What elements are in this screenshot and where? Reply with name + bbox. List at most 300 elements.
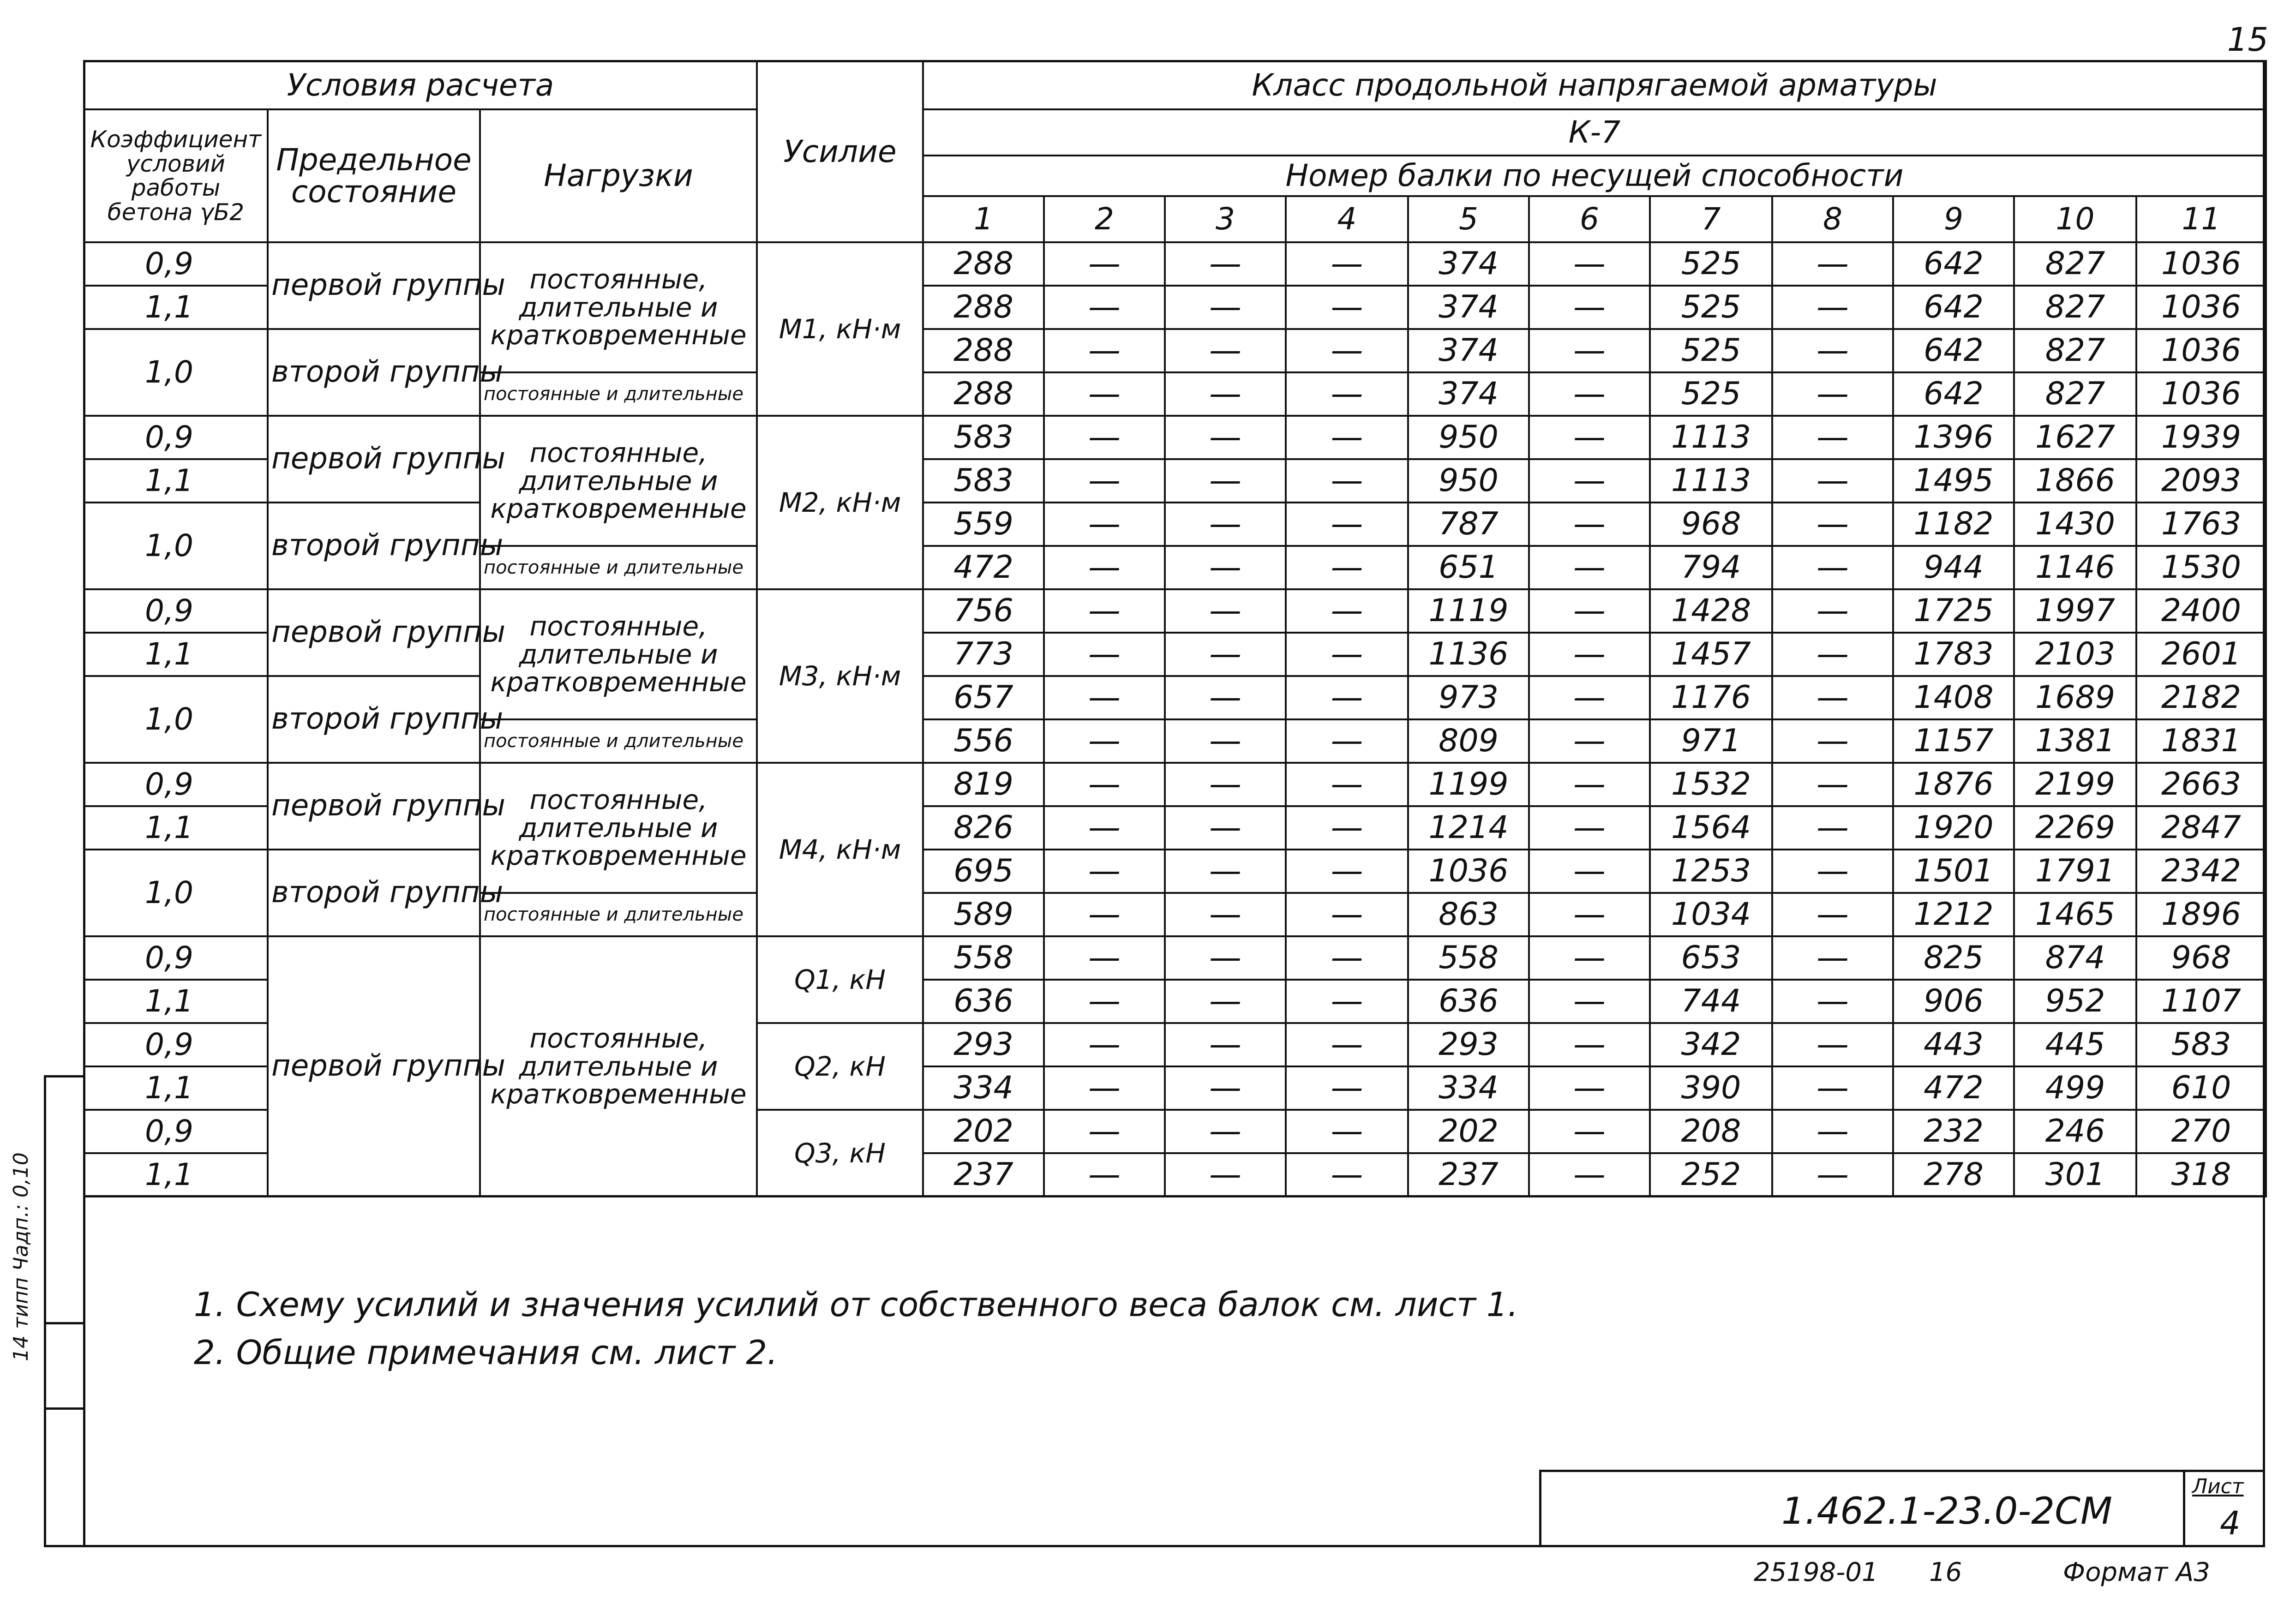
value-cell: — (1772, 763, 1893, 806)
value-cell: 636 (923, 980, 1044, 1023)
value-cell: — (1772, 416, 1893, 459)
col-header: 8 (1772, 196, 1893, 242)
drawing-code: 1.462.1-23.0-2СМ (1781, 1490, 2112, 1532)
value-cell: — (1044, 459, 1165, 503)
value-cell: — (1772, 893, 1893, 936)
value-cell: 1896 (2136, 893, 2266, 936)
value-cell: — (1044, 1066, 1165, 1110)
value-cell: 827 (2014, 372, 2136, 416)
col-header: 2 (1044, 196, 1165, 242)
value-cell: — (1772, 242, 1893, 286)
value-cell: 1763 (2136, 503, 2266, 546)
note-1: 1. Схему усилий и значения усилий от собственного веса балок см. лист 1. (194, 1285, 1518, 1324)
value-cell: — (1286, 806, 1408, 850)
value-cell: — (1044, 286, 1165, 329)
value-cell: — (1044, 850, 1165, 893)
value-cell: — (1165, 329, 1286, 372)
value-cell: 390 (1650, 1066, 1772, 1110)
loads-header: Нагрузки (480, 109, 757, 242)
value-cell: 252 (1650, 1153, 1772, 1197)
value-cell: 1036 (2136, 242, 2266, 286)
note-2: 2. Общие примечания см. лист 2. (194, 1333, 778, 1372)
value-cell: 374 (1408, 329, 1529, 372)
value-cell: 589 (923, 893, 1044, 936)
table-row (84, 676, 2266, 719)
value-cell: 374 (1408, 242, 1529, 286)
table-row (84, 503, 2266, 546)
value-cell: — (1772, 503, 1893, 546)
value-cell: 270 (2136, 1110, 2266, 1153)
value-cell: — (1529, 893, 1650, 936)
table-row (84, 763, 2266, 806)
value-cell: — (1529, 329, 1650, 372)
coef-cell: 0,9 (84, 589, 268, 633)
value-cell: 334 (1408, 1066, 1529, 1110)
force-cell: Q2, кН (757, 1023, 923, 1110)
value-cell: 1530 (2136, 546, 2266, 589)
value-cell: — (1286, 242, 1408, 286)
value-cell: 1495 (1893, 459, 2014, 503)
value-cell: — (1165, 1066, 1286, 1110)
force-cell: M4, кН·м (757, 763, 923, 936)
value-cell: 288 (923, 242, 1044, 286)
value-cell: — (1165, 936, 1286, 980)
value-cell: — (1165, 1023, 1286, 1066)
value-cell: 2103 (2014, 633, 2136, 676)
sheet-page: 4 (2220, 1504, 2241, 1542)
value-cell: — (1286, 329, 1408, 372)
value-cell: 583 (2136, 1023, 2266, 1066)
value-cell: — (1286, 980, 1408, 1023)
coef-cell: 1,1 (84, 806, 268, 850)
coef-cell: 0,9 (84, 1023, 268, 1066)
value-cell: — (1286, 1066, 1408, 1110)
value-cell: — (1044, 242, 1165, 286)
beam-number-header: Номер балки по несущей способности (923, 156, 2266, 196)
table-row (84, 242, 2266, 286)
value-cell: — (1529, 1066, 1650, 1110)
value-cell: — (1529, 763, 1650, 806)
table-bottom-rule (83, 1195, 2265, 1197)
value-cell: — (1044, 980, 1165, 1023)
value-cell: — (1772, 980, 1893, 1023)
loads-cell: постоянные и длительные (480, 719, 757, 763)
value-cell: 1831 (2136, 719, 2266, 763)
value-cell: — (1772, 286, 1893, 329)
value-cell: 1532 (1650, 763, 1772, 806)
value-cell: — (1772, 633, 1893, 676)
value-cell: — (1772, 806, 1893, 850)
value-cell: 1253 (1650, 850, 1772, 893)
value-cell: — (1529, 286, 1650, 329)
value-cell: 1113 (1650, 459, 1772, 503)
value-cell: — (1529, 676, 1650, 719)
value-cell: 1997 (2014, 589, 2136, 633)
value-cell: — (1286, 416, 1408, 459)
limit-state-cell: первой группы (268, 416, 480, 503)
coef-cell: 1,0 (84, 676, 268, 763)
limit-state-cell: первой группы (268, 936, 480, 1197)
value-cell: — (1165, 633, 1286, 676)
value-cell: — (1165, 980, 1286, 1023)
value-cell: 1176 (1650, 676, 1772, 719)
value-cell: — (1529, 416, 1650, 459)
loads-cell: постоянные, длительные и кратковременные (480, 763, 757, 893)
value-cell: — (1044, 416, 1165, 459)
loads-cell: постоянные, длительные и кратковременные (480, 416, 757, 546)
value-cell: 952 (2014, 980, 2136, 1023)
col-header: 11 (2136, 196, 2266, 242)
value-cell: 2182 (2136, 676, 2266, 719)
value-cell: — (1286, 676, 1408, 719)
value-cell: 1725 (1893, 589, 2014, 633)
value-cell: 374 (1408, 372, 1529, 416)
coef-cell: 0,9 (84, 242, 268, 286)
value-cell: 968 (2136, 936, 2266, 980)
value-cell: — (1529, 459, 1650, 503)
value-cell: — (1772, 936, 1893, 980)
notes-block (194, 1281, 1518, 1377)
value-cell: 950 (1408, 416, 1529, 459)
value-cell: 794 (1650, 546, 1772, 589)
value-cell: 825 (1893, 936, 2014, 980)
value-cell: 1920 (1893, 806, 2014, 850)
loads-cell: постоянные и длительные (480, 893, 757, 936)
value-cell: — (1772, 1110, 1893, 1153)
value-cell: 1381 (2014, 719, 2136, 763)
force-cell: M2, кН·м (757, 416, 923, 589)
value-cell: 525 (1650, 286, 1772, 329)
coef-cell: 0,9 (84, 1110, 268, 1153)
value-cell: 642 (1893, 329, 2014, 372)
value-cell: 744 (1650, 980, 1772, 1023)
value-cell: 819 (923, 763, 1044, 806)
value-cell: 1119 (1408, 589, 1529, 633)
value-cell: 1689 (2014, 676, 2136, 719)
value-cell: 971 (1650, 719, 1772, 763)
value-cell: — (1286, 850, 1408, 893)
value-cell: — (1044, 1153, 1165, 1197)
value-cell: 653 (1650, 936, 1772, 980)
value-cell: — (1529, 546, 1650, 589)
col-header: 1 (923, 196, 1044, 242)
value-cell: — (1529, 1153, 1650, 1197)
value-cell: 2093 (2136, 459, 2266, 503)
value-cell: 2269 (2014, 806, 2136, 850)
value-cell: 525 (1650, 372, 1772, 416)
value-cell: — (1044, 1023, 1165, 1066)
value-cell: 1136 (1408, 633, 1529, 676)
value-cell: — (1165, 459, 1286, 503)
value-cell: 1036 (2136, 372, 2266, 416)
value-cell: — (1286, 936, 1408, 980)
value-cell: — (1286, 459, 1408, 503)
value-cell: 826 (923, 806, 1044, 850)
value-cell: — (1286, 372, 1408, 416)
coef-cell: 1,1 (84, 633, 268, 676)
value-cell: 2400 (2136, 589, 2266, 633)
loads-cell: постоянные, длительные и кратковременные (480, 589, 757, 719)
value-cell: 756 (923, 589, 1044, 633)
value-cell: — (1286, 503, 1408, 546)
value-cell: 288 (923, 286, 1044, 329)
loads-cell: постоянные и длительные (480, 372, 757, 416)
value-cell: — (1044, 372, 1165, 416)
value-cell: — (1165, 850, 1286, 893)
value-cell: — (1165, 1110, 1286, 1153)
sheet-number: 15 (2227, 21, 2268, 59)
format-label: Формат А3 (2063, 1557, 2210, 1587)
table-row (84, 936, 2266, 980)
value-cell: 2601 (2136, 633, 2266, 676)
title-stamp (1539, 1470, 2265, 1547)
value-cell: 556 (923, 719, 1044, 763)
value-cell: 1501 (1893, 850, 2014, 893)
value-cell: 334 (923, 1066, 1044, 1110)
limit-state-cell: второй группы (268, 503, 480, 589)
value-cell: — (1044, 719, 1165, 763)
value-cell: 827 (2014, 242, 2136, 286)
value-cell: 499 (2014, 1066, 2136, 1110)
value-cell: — (1165, 719, 1286, 763)
value-cell: — (1772, 546, 1893, 589)
value-cell: — (1044, 633, 1165, 676)
value-cell: 374 (1408, 286, 1529, 329)
value-cell: — (1772, 1023, 1893, 1066)
side-stamp-text: 14 типп Чадп.: 0,10 (9, 1152, 33, 1361)
coef-cell: 1,1 (84, 1153, 268, 1197)
value-cell: — (1165, 242, 1286, 286)
value-cell: 583 (923, 416, 1044, 459)
value-cell: — (1529, 980, 1650, 1023)
value-cell: 472 (923, 546, 1044, 589)
rebar-class-header: Класс продольной напрягаемой арматуры (923, 61, 2266, 109)
value-cell: — (1529, 589, 1650, 633)
value-cell: 1939 (2136, 416, 2266, 459)
loads-cell: постоянные и длительные (480, 546, 757, 589)
sheet-label: Лист (2192, 1475, 2244, 1498)
col-header: 10 (2014, 196, 2136, 242)
value-cell: 443 (1893, 1023, 2014, 1066)
coef-header: Коэффициент условий работы бетона γБ2 (84, 109, 268, 242)
coef-cell: 1,0 (84, 850, 268, 936)
value-cell: 1214 (1408, 806, 1529, 850)
value-cell: 293 (923, 1023, 1044, 1066)
col-header: 6 (1529, 196, 1650, 242)
value-cell: 1199 (1408, 763, 1529, 806)
value-cell: 827 (2014, 329, 2136, 372)
value-cell: — (1286, 286, 1408, 329)
value-cell: 246 (2014, 1110, 2136, 1153)
loads-cell: постоянные, длительные и кратковременные (480, 936, 757, 1197)
value-cell: 906 (1893, 980, 2014, 1023)
value-cell: 2847 (2136, 806, 2266, 850)
value-cell: — (1286, 719, 1408, 763)
side-divider (46, 1322, 83, 1324)
value-cell: 636 (1408, 980, 1529, 1023)
value-cell: — (1165, 763, 1286, 806)
col-header: 4 (1286, 196, 1408, 242)
value-cell: — (1165, 372, 1286, 416)
value-cell: — (1772, 589, 1893, 633)
value-cell: — (1529, 633, 1650, 676)
value-cell: — (1165, 806, 1286, 850)
value-cell: 1465 (2014, 893, 2136, 936)
value-cell: — (1286, 589, 1408, 633)
value-cell: — (1772, 459, 1893, 503)
coef-cell: 1,1 (84, 286, 268, 329)
value-cell: 237 (923, 1153, 1044, 1197)
value-cell: 301 (2014, 1153, 2136, 1197)
value-cell: 642 (1893, 286, 2014, 329)
value-cell: 288 (923, 329, 1044, 372)
value-cell: 1157 (1893, 719, 2014, 763)
value-cell: 445 (2014, 1023, 2136, 1066)
force-cell: M1, кН·м (757, 242, 923, 416)
coef-cell: 0,9 (84, 763, 268, 806)
value-cell: 525 (1650, 242, 1772, 286)
value-cell: — (1165, 546, 1286, 589)
value-cell: 293 (1408, 1023, 1529, 1066)
limit-state-cell: первой группы (268, 242, 480, 329)
value-cell: — (1165, 893, 1286, 936)
force-header: Усилие (757, 61, 923, 242)
side-divider (46, 1407, 83, 1410)
load-table (83, 60, 2267, 1197)
value-cell: — (1772, 1066, 1893, 1110)
value-cell: 288 (923, 372, 1044, 416)
value-cell: 232 (1893, 1110, 2014, 1153)
value-cell: 1783 (1893, 633, 2014, 676)
limit-state-cell: первой группы (268, 763, 480, 850)
value-cell: — (1165, 676, 1286, 719)
value-cell: — (1286, 546, 1408, 589)
value-cell: — (1165, 1153, 1286, 1197)
value-cell: — (1772, 676, 1893, 719)
value-cell: 773 (923, 633, 1044, 676)
value-cell: 2663 (2136, 763, 2266, 806)
value-cell: 1113 (1650, 416, 1772, 459)
value-cell: 208 (1650, 1110, 1772, 1153)
value-cell: — (1529, 1023, 1650, 1066)
value-cell: 237 (1408, 1153, 1529, 1197)
value-cell: 558 (923, 936, 1044, 980)
coef-cell: 0,9 (84, 416, 268, 459)
value-cell: — (1529, 242, 1650, 286)
value-cell: 318 (2136, 1153, 2266, 1197)
value-cell: 642 (1893, 372, 2014, 416)
value-cell: — (1286, 1023, 1408, 1066)
value-cell: — (1529, 719, 1650, 763)
table-row (84, 416, 2266, 459)
value-cell: 1428 (1650, 589, 1772, 633)
value-cell: — (1772, 372, 1893, 416)
loads-cell: постоянные, длительные и кратковременные (480, 242, 757, 372)
value-cell: 787 (1408, 503, 1529, 546)
value-cell: — (1286, 633, 1408, 676)
value-cell: — (1044, 806, 1165, 850)
value-cell: — (1529, 850, 1650, 893)
value-cell: 950 (1408, 459, 1529, 503)
value-cell: 1212 (1893, 893, 2014, 936)
force-cell: Q1, кН (757, 936, 923, 1023)
order-number: 25198-01 (1754, 1557, 1878, 1587)
value-cell: — (1772, 719, 1893, 763)
value-cell: — (1044, 546, 1165, 589)
force-cell: M3, кН·м (757, 589, 923, 763)
value-cell: — (1044, 763, 1165, 806)
value-cell: 1034 (1650, 893, 1772, 936)
table-row (84, 850, 2266, 893)
table-body (84, 242, 2266, 1197)
limit-state-cell: второй группы (268, 676, 480, 763)
coef-cell: 1,0 (84, 503, 268, 589)
value-cell: 1627 (2014, 416, 2136, 459)
value-cell: — (1286, 763, 1408, 806)
limit-state-cell: второй группы (268, 329, 480, 416)
value-cell: 1036 (1408, 850, 1529, 893)
side-stamp-strip (44, 1075, 83, 1547)
value-cell: 874 (2014, 936, 2136, 980)
value-cell: 1430 (2014, 503, 2136, 546)
value-cell: — (1165, 416, 1286, 459)
value-cell: — (1529, 806, 1650, 850)
value-cell: — (1165, 286, 1286, 329)
limit-state-header: Предельное состояние (268, 109, 480, 242)
value-cell: 472 (1893, 1066, 2014, 1110)
value-cell: — (1044, 1110, 1165, 1153)
value-cell: — (1529, 1110, 1650, 1153)
rebar-type-header: К-7 (923, 109, 2266, 156)
value-cell: — (1772, 329, 1893, 372)
value-cell: 1146 (2014, 546, 2136, 589)
value-cell: 2199 (2014, 763, 2136, 806)
value-cell: 1457 (1650, 633, 1772, 676)
value-cell: 2342 (2136, 850, 2266, 893)
value-cell: — (1044, 329, 1165, 372)
value-cell: 1107 (2136, 980, 2266, 1023)
col-header: 3 (1165, 196, 1286, 242)
value-cell: — (1772, 850, 1893, 893)
col-header: 5 (1408, 196, 1529, 242)
value-cell: 1876 (1893, 763, 2014, 806)
coef-cell: 1,0 (84, 329, 268, 416)
col-header: 9 (1893, 196, 2014, 242)
value-cell: 342 (1650, 1023, 1772, 1066)
value-cell: 863 (1408, 893, 1529, 936)
table-row (84, 589, 2266, 633)
value-cell: 809 (1408, 719, 1529, 763)
value-cell: 1182 (1893, 503, 2014, 546)
limit-state-cell: первой группы (268, 589, 480, 676)
force-cell: Q3, кН (757, 1110, 923, 1197)
value-cell: 525 (1650, 329, 1772, 372)
value-cell: 1791 (2014, 850, 2136, 893)
value-cell: — (1529, 503, 1650, 546)
value-cell: — (1165, 503, 1286, 546)
value-cell: 1036 (2136, 329, 2266, 372)
value-cell: — (1286, 1110, 1408, 1153)
conditions-header: Условия расчета (84, 61, 757, 109)
value-cell: — (1286, 893, 1408, 936)
value-cell: 202 (923, 1110, 1044, 1153)
value-cell: 944 (1893, 546, 2014, 589)
value-cell: — (1772, 1153, 1893, 1197)
value-cell: — (1044, 893, 1165, 936)
value-cell: — (1529, 372, 1650, 416)
limit-state-cell: второй группы (268, 850, 480, 936)
value-cell: — (1165, 589, 1286, 633)
